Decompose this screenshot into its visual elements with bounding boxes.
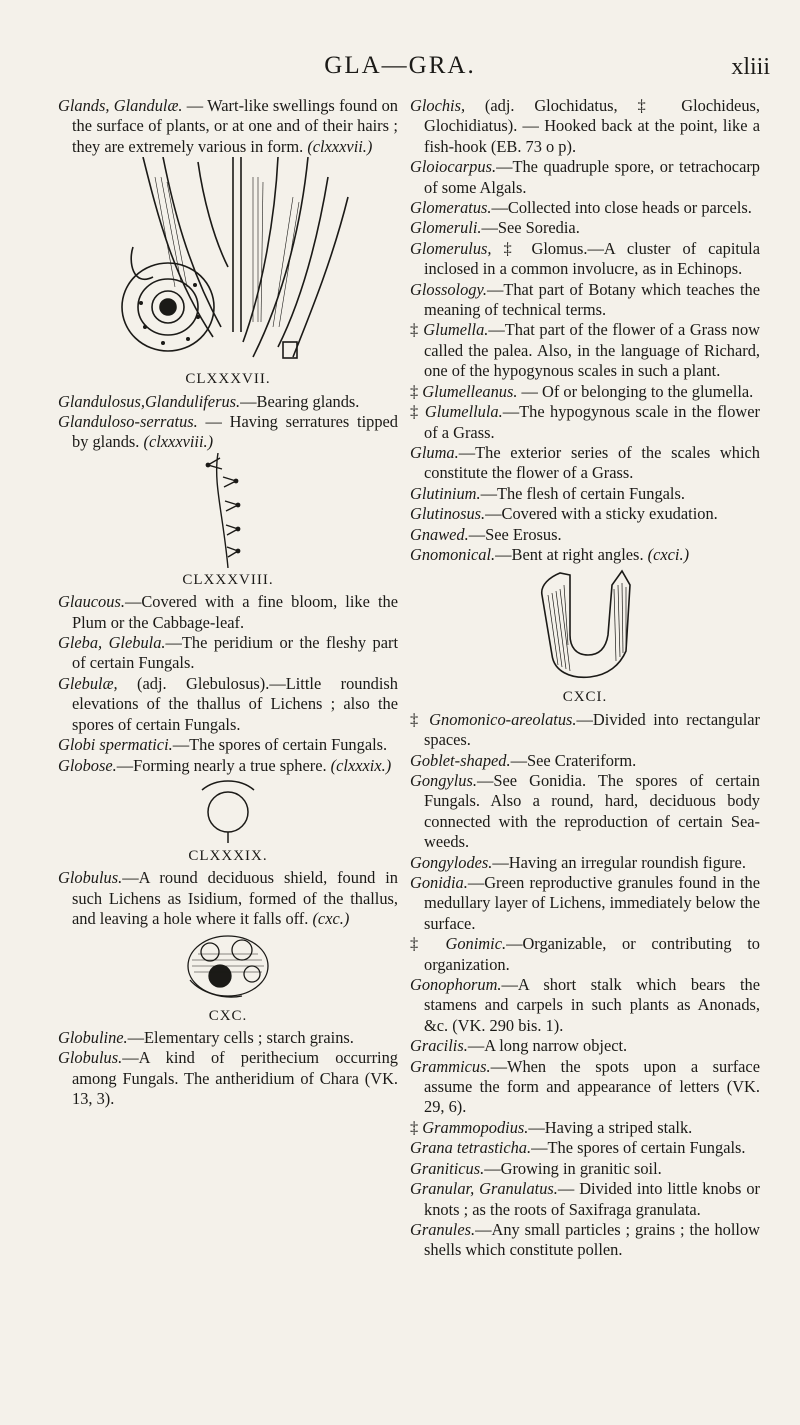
- figure-reference: (cxci.): [647, 544, 690, 564]
- entry-glutinosus: [410, 504, 760, 524]
- definition: (adj. Glochidatus, ‡ Glochideus, Glochidiatus). — Hooked back at the point, like a fish-hook (EB. 73 o p).: [424, 96, 760, 156]
- definition: —A long narrow object.: [467, 1036, 628, 1056]
- figure-clxxxix: [58, 776, 398, 866]
- headword: Glandulosus,Glanduliferus.: [58, 391, 241, 411]
- definition: —See Gonidia. The spores of certain Fungals. Also a round, hard, deciduous body connected with the reproduction of certain Sea-weeds.: [424, 770, 760, 852]
- serrated-gland-leaf-illustration: [198, 453, 258, 568]
- definition: —See Soredia.: [481, 218, 580, 238]
- headword: Granules.: [410, 1219, 476, 1239]
- definition: —When the spots upon a surface assume the form and appearance of letters (VK. 29, 6).: [424, 1056, 760, 1117]
- headword: Gracilis.: [410, 1036, 468, 1056]
- figure-reference: (clxxxviii.): [143, 432, 214, 452]
- running-head: GLA—GRA.: [324, 52, 476, 79]
- entry-granules: [410, 1220, 760, 1261]
- definition: —A short stalk which bears the stamens and carpels in such plants as Anonads, &c. (VK. 290 bis. 1).: [424, 975, 760, 1035]
- headword: Globulus.: [58, 868, 123, 888]
- definition: —The peridium or the fleshy part of certain Fungals.: [72, 633, 399, 673]
- entry-gonophorum: [410, 975, 760, 1036]
- figure-caption: CLXXXVII.: [185, 371, 271, 388]
- entry-grammopodius: [410, 1118, 760, 1138]
- entry-glands-glandul: [58, 96, 398, 157]
- figure-caption: CLXXXIX.: [188, 847, 268, 864]
- headword: Gnomonical.: [410, 544, 496, 564]
- definition: —See Erosus.: [468, 524, 562, 544]
- left-column: [58, 96, 398, 1110]
- entry-gnomonico-areolatus: [410, 710, 760, 751]
- headword: Gonidia.: [410, 873, 468, 892]
- obsolete-mark: ‡: [410, 402, 425, 422]
- definition: —Covered with a fine bloom, like the Plum or the Cabbage-leaf.: [72, 592, 398, 632]
- headword: Gongylus.: [410, 770, 477, 790]
- headword: Glomerulus,: [410, 238, 492, 258]
- definition: —Having an irregular roundish figure.: [492, 852, 746, 872]
- obsolete-mark: ‡: [410, 1117, 423, 1137]
- figure-clxxxvii: [58, 157, 398, 389]
- obsolete-mark: ‡: [410, 381, 423, 401]
- entry-glaucous: [58, 592, 398, 633]
- entry-grammicus: [410, 1057, 760, 1118]
- figure-cxc: [58, 930, 398, 1026]
- definition: —Any small particles ; grains ; the hollow shells which constitute pollen.: [424, 1219, 760, 1260]
- definition: —That part of the flower of a Grass now called the palea. Also, in the language of Richard, one of the hypogynous scales in such a plant.: [424, 320, 760, 381]
- headword: Gluma.: [410, 442, 459, 462]
- definition: —The hypogynous scale in the flower of a Grass.: [424, 402, 760, 442]
- entry-glumelleanus: [410, 382, 760, 402]
- obsolete-mark: ‡: [410, 709, 430, 729]
- headword: Granular, Granulatus.: [410, 1179, 558, 1199]
- headword: Goblet-shaped.: [410, 750, 511, 770]
- headword: Glomeruli.: [410, 218, 482, 238]
- definition: — Having serratures tipped by glands.: [72, 412, 398, 452]
- headword: Globose.: [58, 755, 117, 775]
- headword: Glaucous.: [58, 592, 125, 612]
- figure-reference: (cxc.): [312, 909, 350, 929]
- definition: —That part of Botany which teaches the meaning of technical terms.: [424, 279, 760, 320]
- entry-glochis: [410, 96, 760, 157]
- entry-glumellula: [410, 402, 760, 443]
- gnomonical-illustration: [530, 565, 640, 685]
- definition: —Growing in granitic soil.: [484, 1158, 662, 1178]
- figure-reference: (clxxxix.): [330, 755, 392, 775]
- definition: —The exterior series of the scales which constitute the flower of a Grass.: [424, 442, 760, 483]
- entry-gongylodes: [410, 853, 760, 873]
- entry-globose: [58, 756, 398, 776]
- headword: Graniticus.: [410, 1158, 485, 1178]
- headword: Gloiocarpus.: [410, 157, 497, 177]
- entry-gonimic: [410, 934, 760, 975]
- headword: Grammopodius.: [422, 1117, 529, 1137]
- figure-cxci: [410, 565, 760, 707]
- headword: Glands, Glandulæ.: [58, 96, 183, 115]
- definition: ‡ Glomus.—A cluster of capitula inclosed in a common involucre, as in Echinops.: [424, 238, 760, 279]
- definition: — Divided into little knobs or knots ; as the roots of Saxifraga granulata.: [424, 1179, 760, 1219]
- definition: — Wart-like swellings found on the surface of plants, or at one and of their hairs ; they are extremely various in form.: [72, 96, 398, 156]
- page-header: [0, 52, 800, 82]
- definition: —Bent at right angles.: [495, 544, 648, 564]
- globulus-shield-illustration: [182, 930, 274, 1004]
- figure-reference: (clxxxvii.): [307, 136, 373, 156]
- definition: —Covered with a sticky exudation.: [485, 504, 718, 524]
- entry-gongylus: [410, 771, 760, 853]
- entry-graniticus: [410, 1159, 760, 1179]
- headword: Glossology.: [410, 279, 487, 299]
- definition: —Collected into close heads or parcels.: [491, 198, 752, 218]
- entry-glomerulus: [410, 239, 760, 280]
- headword: Glumelleanus.: [422, 381, 518, 401]
- entry-glebul: [58, 674, 398, 735]
- definition: —Elementary cells ; starch grains.: [127, 1027, 354, 1047]
- entry-gluma: [410, 443, 760, 484]
- headword: Glumella.: [423, 320, 489, 340]
- definition: — Of or belonging to the glumella.: [517, 381, 754, 401]
- figure-caption: CLXXXVIII.: [182, 571, 274, 588]
- headword: Glochis,: [410, 96, 466, 115]
- headword: Glutinium.: [410, 483, 481, 503]
- globose-illustration: [198, 776, 258, 844]
- entry-globi-spermatici: [58, 735, 398, 755]
- entry-glossology: [410, 280, 760, 321]
- headword: Globulus.: [58, 1048, 123, 1068]
- entry-gloiocarpus: [410, 157, 760, 198]
- entry-gonidia: [410, 873, 760, 934]
- obsolete-mark: ‡: [410, 934, 446, 954]
- definition: —The quadruple spore, or tetrachocarp of some Algals.: [424, 157, 760, 197]
- definition: —The spores of certain Fungals.: [172, 735, 388, 755]
- entry-gleba-glebula: [58, 633, 398, 674]
- entry-goblet-shaped: [410, 751, 760, 771]
- definition: —A round deciduous shield, found in such Lichens as Isidium, formed of the thallus, and leaving a hole where it falls off.: [72, 868, 398, 929]
- definition: —A kind of perithecium occurring among Fungals. The antheridium of Chara (VK. 13, 3).: [72, 1048, 398, 1109]
- entry-glumella: [410, 320, 760, 381]
- headword: Gongylodes.: [410, 852, 493, 872]
- definition: —Organizable, or contributing to organization.: [424, 934, 760, 974]
- entry-globuline: [58, 1028, 398, 1048]
- headword: Glutinosus.: [410, 504, 486, 524]
- headword: Glumellula.: [424, 402, 503, 422]
- entry-glomeruli: [410, 218, 760, 238]
- entry-glandulosus-glanduliferus: [58, 392, 398, 412]
- definition: (adj. Glebulosus).—Little roundish elevations of the thallus of Lichens ; also the spores of certain Fungals.: [72, 673, 398, 734]
- headword: Globi spermatici.: [58, 735, 173, 755]
- headword: Glanduloso-serratus.: [58, 412, 198, 432]
- headword: Grammicus.: [410, 1056, 491, 1076]
- headword: Grana tetrasticha.: [410, 1138, 532, 1158]
- headword: Globuline.: [58, 1027, 128, 1047]
- definition: —Bearing glands.: [240, 391, 360, 411]
- right-column: [410, 96, 760, 1261]
- headword: Gleba, Glebula.: [58, 633, 166, 653]
- entry-grana-tetrasticha: [410, 1138, 760, 1158]
- headword: Glomeratus.: [410, 198, 492, 218]
- glands-illustration: [103, 157, 353, 367]
- obsolete-mark: ‡: [410, 320, 424, 340]
- definition: —Forming nearly a true sphere.: [116, 755, 331, 775]
- definition: —See Crateriform.: [510, 750, 637, 770]
- definition: —Green reproductive granules found in the medullary layer of Lichens, immediately below the surface.: [424, 873, 760, 933]
- definition: —Divided into rectangular spaces.: [424, 709, 760, 750]
- figure-clxxxviii: [58, 453, 398, 590]
- page-number: xliii: [731, 54, 770, 80]
- definition: —Having a striped stalk.: [528, 1117, 693, 1137]
- entry-gracilis: [410, 1036, 760, 1056]
- definition: —The spores of certain Fungals.: [531, 1138, 746, 1158]
- entry-globulus: [58, 1048, 398, 1109]
- entry-globulus: [58, 868, 398, 929]
- entry-gnawed: [410, 525, 760, 545]
- figure-caption: CXC.: [208, 1007, 248, 1024]
- headword: Gnawed.: [410, 524, 469, 544]
- entry-gnomonical: [410, 545, 760, 565]
- entry-glutinium: [410, 484, 760, 504]
- headword: Gnomonico-areolatus.: [429, 709, 577, 729]
- headword: Gonophorum.: [410, 975, 502, 995]
- definition: —The flesh of certain Fungals.: [480, 483, 685, 503]
- entry-glanduloso-serratus: [58, 412, 398, 453]
- headword: Glebulæ,: [58, 673, 118, 693]
- entry-glomeratus: [410, 198, 760, 218]
- figure-caption: CXCI.: [562, 689, 608, 706]
- headword: Gonimic.: [445, 934, 507, 954]
- entry-granular-granulatus: [410, 1179, 760, 1220]
